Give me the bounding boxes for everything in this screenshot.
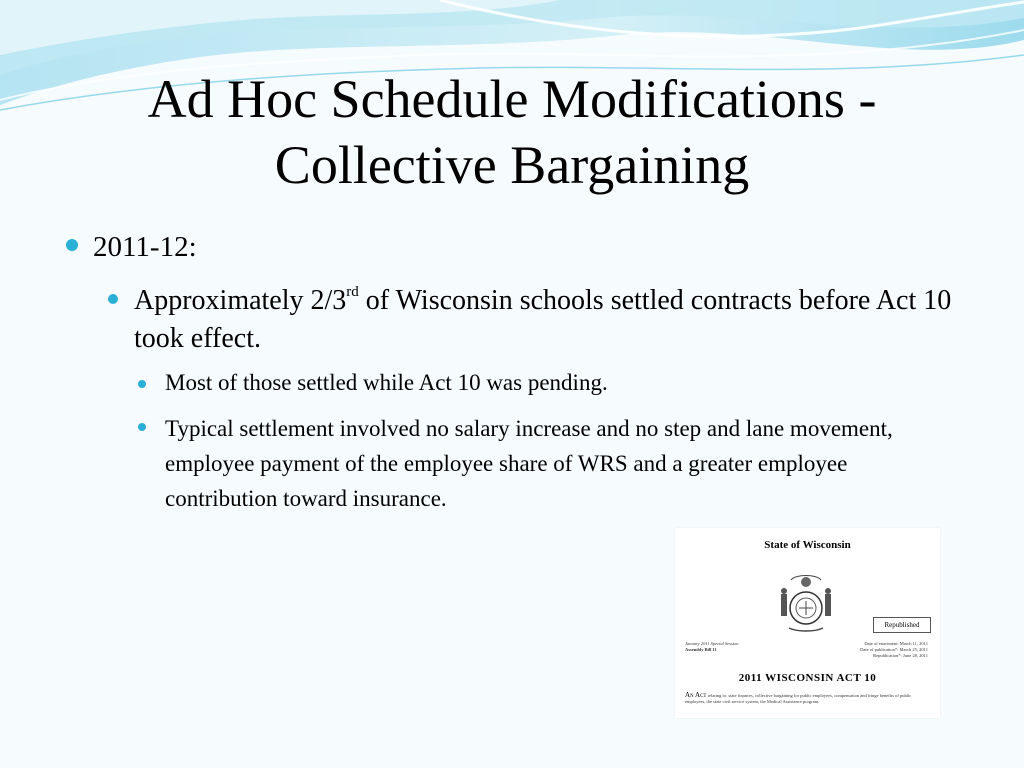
- enactment-dates: Date of enactment: March 11, 2011 Date of publication*: March 25, 2011 Republication*: June 28, 2011: [860, 641, 928, 658]
- slide-title: Ad Hoc Schedule Modifications - Collective Bargaining: [147, 69, 877, 195]
- bullet-dot-icon: [108, 294, 118, 304]
- bullet-dot-icon: [138, 380, 146, 388]
- bullet-level1: 2011-12:: [93, 231, 197, 263]
- bullet-dot-icon: [66, 239, 78, 251]
- bullet-text: Approximately 2/3: [134, 285, 347, 316]
- state-heading: State of Wisconsin: [764, 539, 851, 551]
- bullet-level3: Most of those settled while Act 10 was pending.: [165, 370, 608, 395]
- bullet-level3: Typical settlement involved no salary increase and no step and lane movement, employee payment of the employee share of WRS and a greater employee contribution toward insurance.: [165, 416, 893, 511]
- republished-box: Republished: [873, 617, 931, 633]
- act-document-image: [675, 528, 940, 718]
- act-title: 2011 WISCONSIN ACT 10: [738, 672, 877, 684]
- state-seal-icon: [771, 570, 841, 640]
- bullet-text: of Wisconsin schools settled contracts before Act 10 took effect.: [134, 285, 952, 354]
- bullet-dot-icon: [138, 423, 146, 431]
- superscript: rd: [346, 283, 359, 300]
- bullet-level2: [134, 282, 964, 358]
- act-body-text: An Act relating to: state finances, collective bargaining for public employees, compensation and fringe benefits of public employees, the state civil service system, the Medical Assistance program.: [685, 691, 912, 704]
- session-info: January 2011 Special Session Assembly Bill 11: [685, 641, 739, 652]
